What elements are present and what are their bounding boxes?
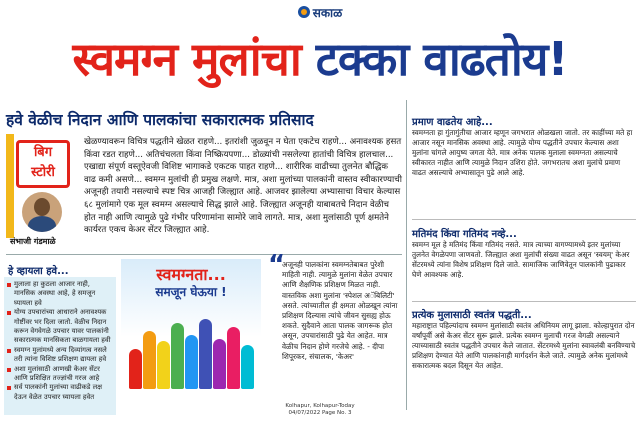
hand-icon	[241, 345, 254, 389]
illustration-title: स्वमग्नता...	[156, 265, 226, 284]
right-section-title-1: प्रमाण वाढतेय आहे...	[412, 117, 493, 128]
right-section-title-3: प्रत्येक मुलासाठी स्वतंत्र पद्धती...	[412, 310, 532, 321]
right-section-body-3: महाराष्ट्रात पहिल्यांदाच स्वमग्न मुलांसाठी स्वतंत्र अधिनियम लागू झाला. कोल्हापुरात दोन वर्षांपूर्वी असे केअर सेंटर सुरू झाले. प्रत्येक स्वमग्न मुलाची गरज वेगळी असल्याने त्याच्यासाठी स्वतंत्र पद्धतीने उपचार केले जातात. सेंटरमध्ये मुलांना स्वावलंबी बनविण्याचे प्रशिक्षण देण्यात येते आणि पालकांनाही मार्गदर्शन केले जाते. त्यामुळे अनेक मुलांमध्ये सकारात्मक बदल दिसून येत आहेत.	[412, 321, 636, 371]
hand-icon	[213, 339, 226, 389]
quote-icon: “	[268, 250, 286, 280]
big-story-line1: बिग	[33, 145, 53, 160]
right-section-title-2: मतिमंद किंवा गतिमंद नव्हे...	[412, 229, 517, 240]
lede-paragraph: खेळण्यावरून विचित्र पद्धतीने खेळत राहणे... इतरांशी जुळवून न घेता एकटेच राहणे... अनावश्यक हसत किंवा रडत राहणे... अतिचंचलता किंवा निष्क्रियपणा... डोळ्यांची नसलेल्या हातांची विचित्र हालचाल... एखाद्या संपूर्ण वस्तूऐवजी विशिष्ट भागाकडे एकटक पाहत राहणे... शारीरिक वाढीच्या तुलनेत बौद्धिक वाढ कमी असणे... स्वमग्न मुलांची ही प्रमुख लक्षणे. मात्र, अशा मुलांच्या पालकांनी वास्तव स्वीकारण्याची अजूनही तयारी नसल्याचे स्पष्ट चित्र आजही जिल्ह्यात आहे. आजवर झालेल्या अभ्यासाचा विचार केल्यास ६८ मुलांमागे एक मूल स्वमग्न असल्याचे सिद्ध झाले आहे. जिल्ह्यात अजूनही याबाबतचे निदान वेळीच होत नाही आणि त्यामुळे पुढे गंभीर परिणामांना सामोरे जावे लागते. मात्र, अशा मुलांसाठी पूर्ण क्षमतेने कार्यरत एकच केअर सेंटर जिल्ह्यात आहे.	[84, 137, 402, 236]
reporter-photo	[22, 192, 62, 232]
sidebar-item: मुलाला हा कुठला आजार नाही, मानसिक अवस्था आहे, हे समजून घ्यायला हवे	[7, 280, 113, 308]
sidebar-item: योग्य उपचारांच्या आधाराने अनावश्यक गोष्टींवर भर दिला जातो. वेळीच निदान करून वेगवेगळे उपचार यावर पालकांनी सकारात्मक मानसिकता बाळगायला हवी	[7, 308, 113, 346]
autism-illustration	[121, 259, 261, 389]
headline-part1: स्वमग्न मुलांचा	[72, 32, 301, 86]
section-divider	[6, 254, 402, 255]
big-story-badge	[6, 134, 74, 246]
sidebar-box	[4, 277, 116, 415]
reporter-byline: संभाजी गंडमाळे	[10, 237, 56, 246]
illustration-subtitle: समजून घेऊया !	[155, 285, 227, 299]
hand-icon	[199, 319, 212, 389]
masthead-logo	[298, 4, 343, 21]
headline-part2: टक्का वाढतोय!	[315, 32, 568, 86]
sidebar-item: अशा मुलांसाठी आणखी केअर सेंटर आणि प्रशिक्षित तज्ज्ञांची गरज आहे	[7, 365, 113, 384]
hand-icon	[129, 349, 142, 389]
sidebar-title: हे व्हायला हवे...	[8, 266, 69, 277]
hand-icon	[227, 327, 240, 389]
big-story-label	[16, 140, 70, 188]
masthead	[0, 0, 640, 24]
right-section-body-1: स्वमग्नता हा गुंतागुंतीचा आजार म्हणून जगभरात ओळखला जातो. तर काहींच्या मते हा आजार नसून मानसिक अवस्था आहे. त्यामुळे योग्य पद्धतीने उपचार केल्यास अशा मुलांना चांगले आयुष्य जगता येते. मात्र अनेक पालक मुलाला स्वमग्नता असल्याचे स्वीकारत नाहीत आणि त्यामुळे निदान उशिरा होते. जगभरातच अशा मुलांचे प्रमाण वाढत असल्याचे अभ्यासातून पुढे आले आहे.	[412, 128, 633, 178]
subhead: हवे वेळीच निदान आणि पालकांचा सकारात्मक प्रतिसाद	[6, 111, 314, 129]
badge-accent-bar	[6, 134, 14, 238]
headline	[0, 28, 640, 90]
hand-icon	[143, 331, 156, 389]
right-section-divider	[412, 301, 636, 302]
column-divider	[406, 100, 407, 410]
big-story-line2: स्टोरी	[31, 165, 55, 180]
hand-icon	[185, 335, 198, 389]
sidebar-item: स्वमग्न मुलांमध्ये अन्य दिव्यांगत्व नसले तरी त्यांना विशिष्ट प्रशिक्षण द्यायला हवे	[7, 346, 113, 365]
right-section-body-2: स्वमग्न मूल हे मतिमंद किंवा गतिमंद नसते. मात्र त्याच्या वागण्यामध्ये इतर मुलांच्या तुलनेत वेगळेपणा जाणवतो. जिल्ह्यात अशा मुलांची संख्या वाढत असून 'स्वयम्' केअर सेंटरमध्ये त्यांना विशेष प्रशिक्षण दिले जाते. सामाजिक जाणिवेतून पालकांनी पुढाकार घेणे आवश्यक आहे.	[412, 240, 630, 280]
sun-icon	[298, 6, 310, 18]
sidebar-item: सर्व पालकांनी मुलांच्या वाढीकडे लक्ष देऊन वेळेत उपचार घ्यायला हवेत	[7, 383, 113, 402]
hand-icon	[157, 341, 170, 389]
hand-icon	[171, 323, 184, 389]
expert-quote: अजूनही पालकांना स्वमग्नतेबाबत पुरेशी माहिती नाही. त्यामुळे मुलांना वेळेत उपचार आणि शैक्षणिक प्रशिक्षण मिळत नाही. वास्तविक अशा मुलांना 'स्पेशल अॅबिलिटी' असते. त्यांच्यातील ही क्षमता ओळखून त्यांना प्रशिक्षण दिल्यास त्यांचे जीवन सुसह्य होऊ शकते. सुदैवाने आता पालक जागरूक होत असून, उपचारांसाठी पुढे येत आहेत. मात्र वेळीच निदान होणे गरजेचे आहे. - दीपा शिपूरकर, संचालक, 'केअर'	[282, 260, 398, 361]
masthead-logo-text: सकाळ	[312, 5, 343, 20]
page-caption: Kolhapur, Kolhapur-Today 04/07/2022 Page No. 3	[285, 403, 355, 416]
right-section-divider	[412, 219, 636, 220]
